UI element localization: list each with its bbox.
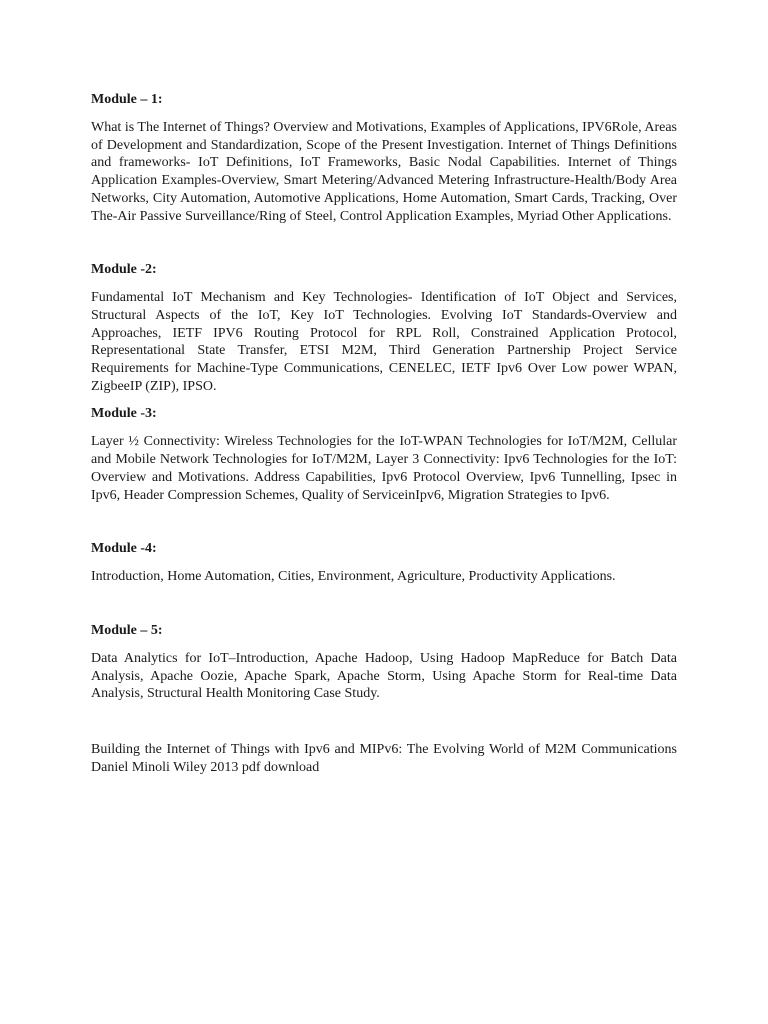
module-3 bbox=[91, 405, 677, 504]
module-4-heading: Module -4: bbox=[91, 541, 157, 557]
textbook-reference: Building the Internet of Things with Ipv6 and MIPv6: The Evolving World of M2M Communications Daniel Minoli Wiley 2013 pdf download bbox=[91, 742, 677, 775]
module-2-heading: Module -2: bbox=[91, 262, 157, 278]
module-1-body: What is The Internet of Things? Overview and Motivations, Examples of Applications, IPV6Role, Areas of Development and Standardization, Scope of the Present Investigation. Internet of Things Definitions and frameworks- IoT Definitions, IoT Frameworks, Basic Nodal Capabilities. Internet of Things Application Examples-Overview, Smart Metering/Advanced Metering Infrastructure-Health/Body Area Networks, City Automation, Automotive Applications, Home Automation, Smart Cards, Tracking, Over The-Air Passive Surveillance/Ring of Steel, Control Application Examples, Myriad Other Applications. bbox=[91, 120, 677, 224]
module-1-heading: Module – 1: bbox=[91, 92, 163, 107]
module-3-body: Layer ½ Connectivity: Wireless Technologies for the IoT-WPAN Technologies for IoT/M2M, Cellular and Mobile Network Technologies for IoT/M2M, Layer 3 Connectivity: Ipv6 Technologies for the IoT: Overview and Motivations. Address Capabilities, Ipv6 Protocol Overview, Ipv6 Tunnelling, Ipsec in Ipv6, Header Compression Schemes, Quality of ServiceinIpv6, Migration Strategies to Ipv6. bbox=[91, 434, 677, 503]
module-5 bbox=[91, 622, 677, 703]
document-page bbox=[91, 91, 677, 776]
module-4 bbox=[91, 540, 677, 586]
module-1 bbox=[91, 91, 677, 225]
module-2 bbox=[91, 261, 677, 395]
module-3-heading: Module -3: bbox=[91, 406, 157, 422]
module-2-body: Fundamental IoT Mechanism and Key Technologies- Identification of IoT Object and Services, Structural Aspects of the IoT, Key IoT Technologies. Evolving IoT Standards-Overview and Approaches, IETF IPV6 Routing Protocol for RPL Roll, Constrained Application Protocol, Representational State Transfer, ETSI M2M, Third Generation Partnership Project Service Requirements for Machine-Type Communications, CENELEC, IETF Ipv6 Over Low power WPAN, ZigbeeIP (ZIP), IPSO. bbox=[91, 290, 677, 394]
module-5-body: Data Analytics for IoT–Introduction, Apache Hadoop, Using Hadoop MapReduce for Batch Data Analysis, Apache Oozie, Apache Spark, Apache Storm, Using Apache Storm for Real-time Data Analysis, Structural Health Monitoring Case Study. bbox=[91, 650, 677, 702]
module-4-body: Introduction, Home Automation, Cities, Environment, Agriculture, Productivity Applications. bbox=[91, 569, 616, 585]
module-5-heading: Module – 5: bbox=[91, 622, 163, 638]
